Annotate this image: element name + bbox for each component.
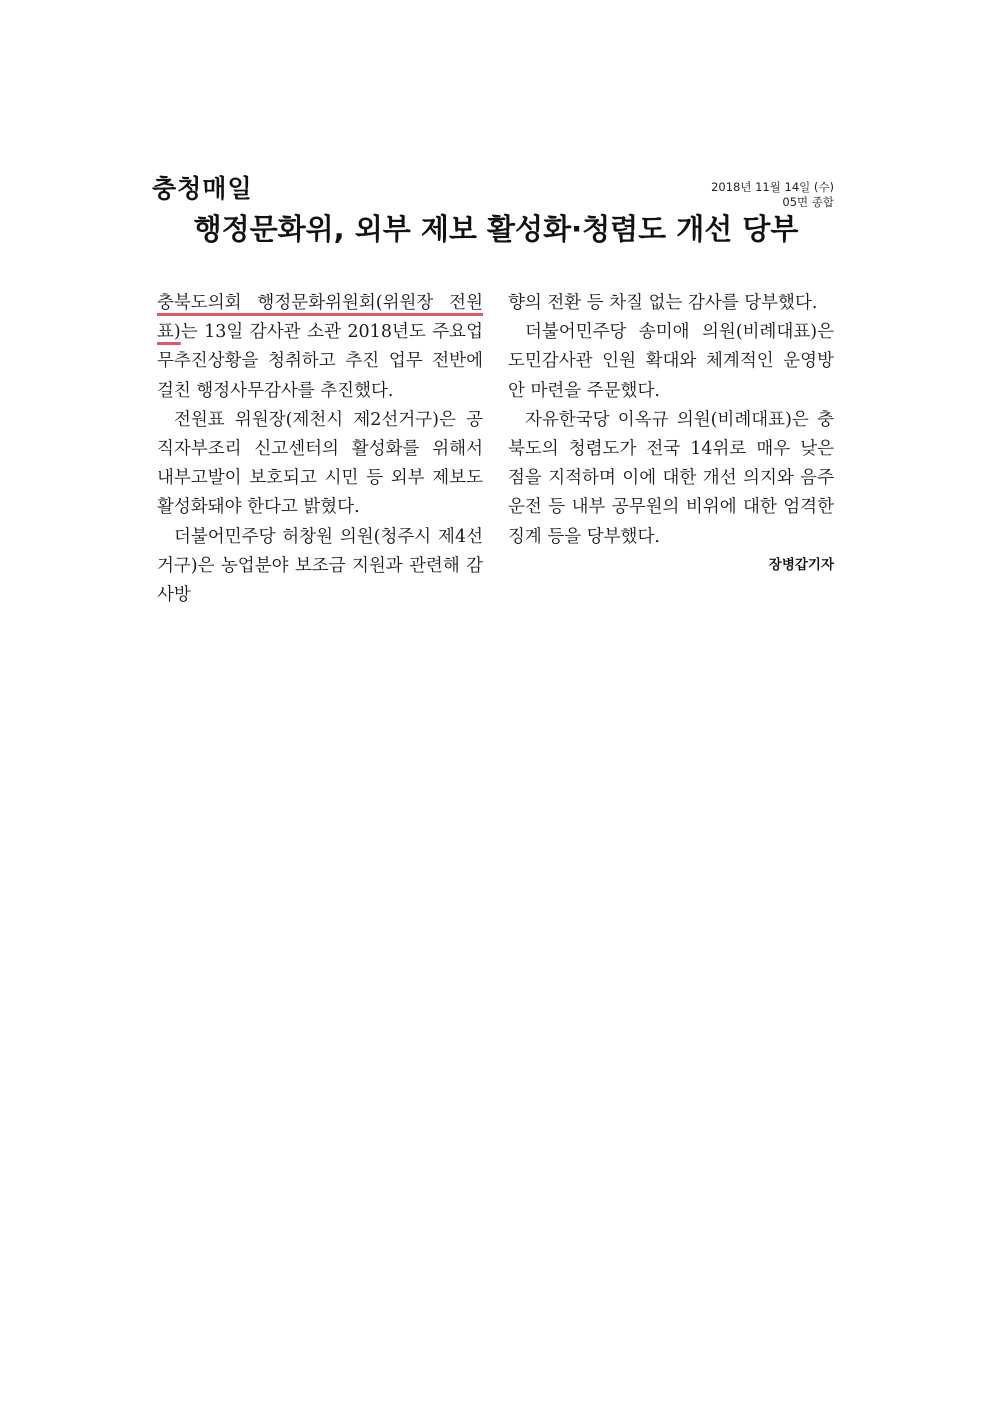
article-paragraph: 더불어민주당 허창원 의원(청주시 제4선거구)은 농업분야 보조금 지원과 관련해 감사방	[157, 526, 483, 606]
article-paragraph: 더불어민주당 송미애 의원(비례대표)은 도민감사관 인원 확대와 체계적인 운영방안 마련을 주문했다.	[508, 322, 834, 401]
page-section: 05면 종합	[782, 195, 834, 209]
article-lead-paragraph	[157, 289, 483, 406]
highlighted-lead-phrase: 충북도의회 행정문화위원회(위원장 전원표)	[157, 293, 483, 343]
article-column-left	[157, 289, 483, 610]
newspaper-masthead: 충청매일	[152, 174, 253, 203]
article-paragraph-continued: 향의 전환 등 차질 없는 감사를 당부했다.	[508, 293, 818, 313]
dateline	[711, 180, 834, 210]
publication-date: 2018년 11월 14일 (수)	[711, 180, 834, 194]
reporter-byline: 장병갑기자	[768, 556, 834, 573]
lead-paragraph-rest: 는 13일 감사관 소관 2018년도 주요업무추진상황을 청취하고 추진 업무 전반에 걸친 행정사무감사를 추진했다.	[157, 322, 483, 401]
article-headline: 행정문화위, 외부 제보 활성화·청렴도 개선 당부	[193, 212, 799, 246]
article-column-right	[508, 289, 834, 575]
article-paragraph: 자유한국당 이옥규 의원(비례대표)은 충북도의 청렴도가 전국 14위로 매우 낮은 점을 지적하며 이에 대한 개선 의지와 음주운전 등 내부 공무원의 비위에 대한 엄격한 징계 등을 당부했다.	[508, 409, 834, 547]
article-paragraph: 전원표 위원장(제천시 제2선거구)은 공직자부조리 신고센터의 활성화를 위해서 내부고발이 보호되고 시민 등 외부 제보도 활성화돼야 한다고 밝혔다.	[157, 409, 483, 518]
